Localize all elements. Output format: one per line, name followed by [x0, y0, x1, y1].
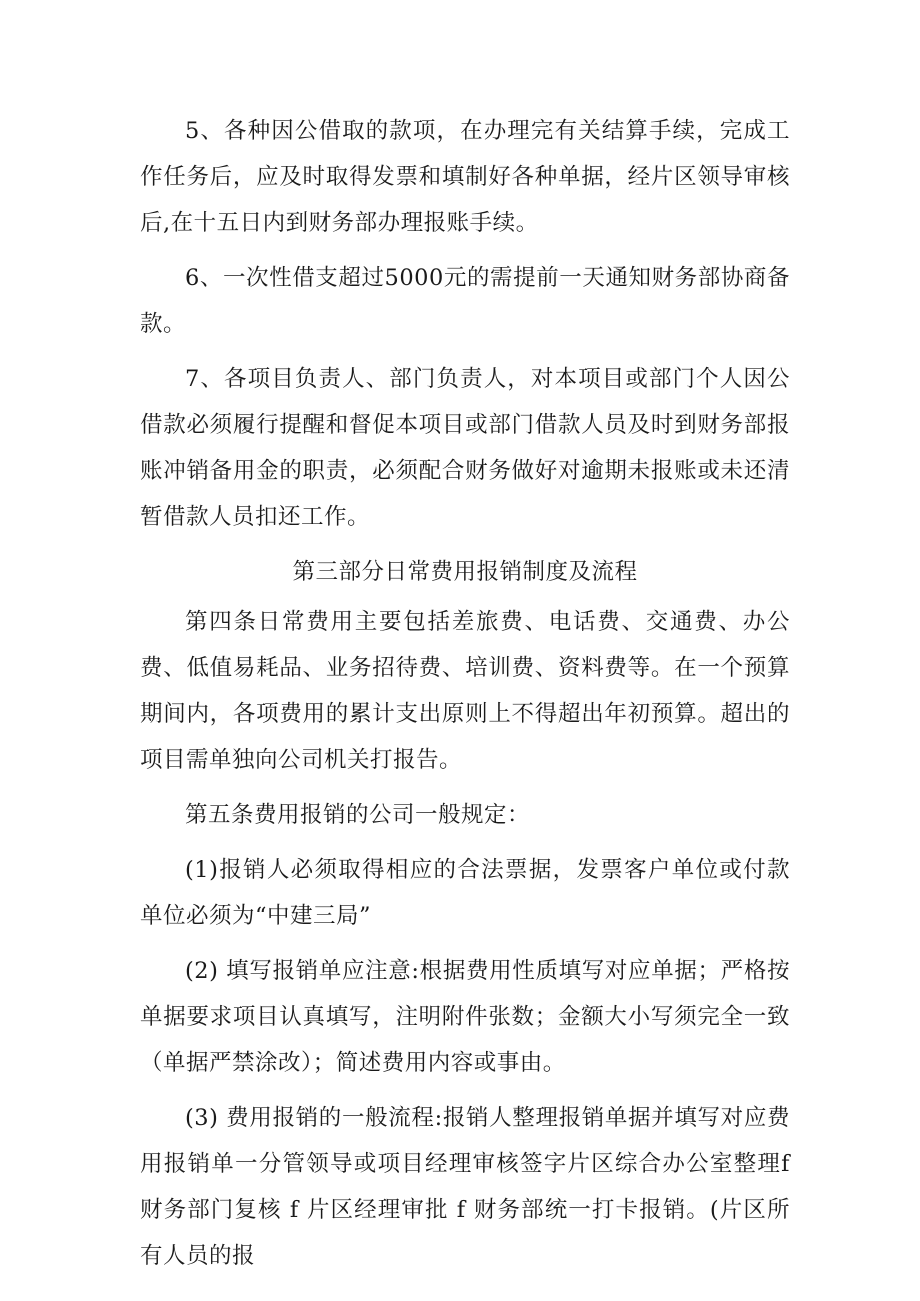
- article-5-title: 第五条费用报销的公司一般规定：: [185, 802, 531, 828]
- document-body: [140, 108, 790, 1288]
- paragraph-item-6: 6、一次性借支超过5000元的需提前一天通知财务部协商备款。: [140, 265, 790, 337]
- rule-item-3: (3) 费用报销的一般流程:报销人整理报销单据并填写对应费用报销单一分管领导或项目经理审核签字片区综合办公室整理f财务部门复核 f 片区经理审批 f 财务部统一打卡报销。(片区所有人员的报: [140, 1105, 790, 1269]
- section-heading: 第三部分日常费用报销制度及流程: [292, 559, 638, 585]
- paragraph-item-7: 7、各项目负责人、部门负责人，对本项目或部门个人因公借款必须履行提醒和督促本项目或部门借款人员及时到财务部报账冲销备用金的职责，必须配合财务做好对逾期未报账或未还清暂借款人员扣还工作。: [140, 366, 790, 530]
- rule-item-1: (1)报销人必须取得相应的合法票据，发票客户单位或付款单位必须为“中建三局”: [140, 857, 790, 929]
- paragraph-item-5: 5、各种因公借取的款项，在办理完有关结算手续，完成工作任务后，应及时取得发票和填制好各种单据，经片区领导审核后,在十五日内到财务部办理报账手续。: [140, 118, 790, 236]
- article-4-paragraph: 第四条日常费用主要包括差旅费、电话费、交通费、办公费、低值易耗品、业务招待费、培训费、资料费等。在一个预算期间内，各项费用的累计支出原则上不得超出年初预算。超出的项目需单独向公司机关打报告。: [140, 609, 790, 773]
- rule-item-2: (2) 填写报销单应注意:根据费用性质填写对应单据；严格按单据要求项目认真填写，注明附件张数；金额大小写须完全一致（单据严禁涂改）；简述费用内容或事由。: [140, 958, 790, 1076]
